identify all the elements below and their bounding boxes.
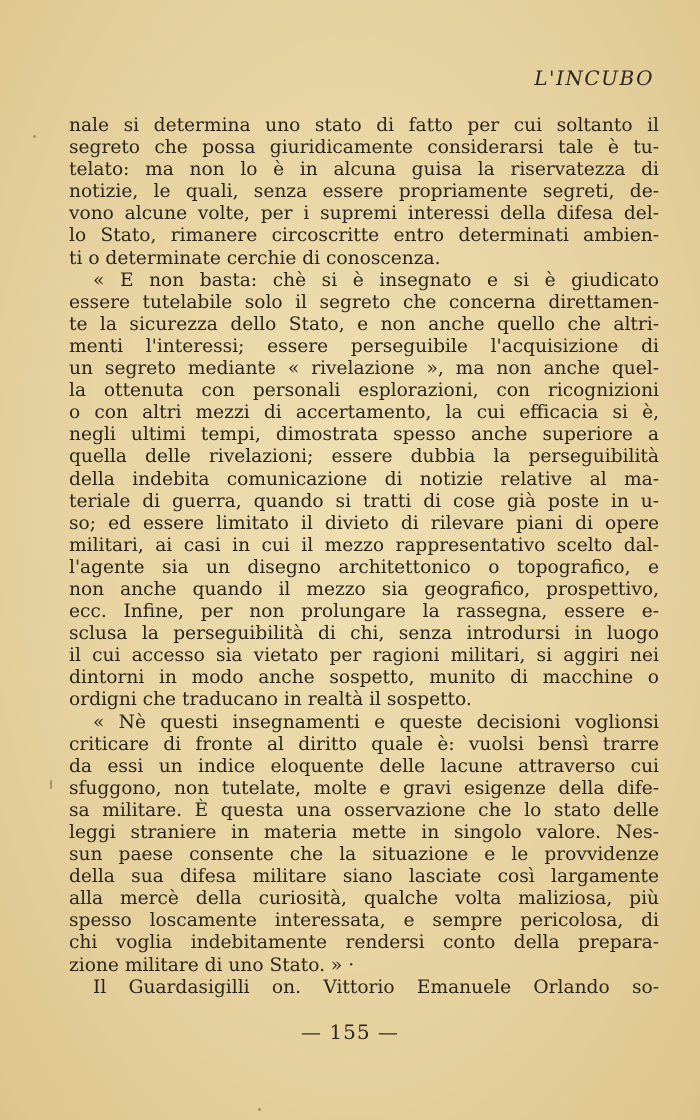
text-line: o con altri mezzi di accertamento, la cui efficacia si è,	[69, 402, 659, 424]
text-line: il cui accesso sia vietato per ragioni militari, si aggiri nei	[69, 645, 659, 667]
text-line: « E non basta: chè si è insegnato e si è giudicato	[93, 269, 659, 291]
text-line: so; ed essere limitato il divieto di rilevare piani di opere	[69, 512, 659, 534]
text-line: sclusa la perseguibilità di chi, senza introdursi in luogo	[69, 623, 659, 645]
text-line: vono alcune volte, per i supremi interessi della difesa del-	[69, 203, 659, 225]
paper-speck	[33, 135, 36, 138]
text-line: zione militare di uno Stato. » ·	[69, 954, 355, 976]
text-line: l'agente sia un disegno architettonico o topografico, e	[69, 556, 659, 578]
text-line: chi voglia indebitamente rendersi conto della prepara-	[69, 932, 659, 954]
text-line: la ottenuta con personali esplorazioni, con ricognizioni	[69, 380, 659, 402]
text-line: nale si determina uno stato di fatto per cui soltanto il	[69, 115, 659, 136]
text-line: sa militare. È questa una osservazione che lo stato delle	[69, 799, 659, 821]
text-line: da essi un indice eloquente delle lacune attraverso cui	[69, 755, 659, 777]
text-line: non anche quando il mezzo sia geografico, prospettivo,	[69, 578, 659, 600]
text-line: della sua difesa militare siano lasciate così largamente	[69, 866, 659, 888]
text-line: militari, ai casi in cui il mezzo rappresentativo scelto dal-	[69, 534, 659, 556]
text-line: Il Guardasigilli on. Vittorio Emanuele Orlando so-	[93, 976, 659, 998]
text-line: alla mercè della curiosità, qualche volta maliziosa, più	[69, 888, 659, 910]
text-line: teriale di guerra, quando si tratti di cose già poste in u-	[69, 490, 659, 512]
text-line: sfuggono, non tutelate, molte e gravi esigenze della dife-	[69, 777, 659, 799]
text-line: ti o determinate cerchie di conoscenza.	[69, 247, 441, 269]
text-line: segreto che possa giuridicamente considerarsi tale è tu-	[69, 137, 659, 159]
text-line: della indebita comunicazione di notizie relative al ma-	[69, 468, 659, 490]
paper-speck	[258, 1108, 261, 1111]
text-line: ordigni che traducano in realtà il sospetto.	[69, 689, 472, 711]
text-line: leggi straniere in materia mette in singolo valore. Nes-	[69, 822, 659, 843]
text-line: « Nè questi insegnamenti e queste decisioni voglionsi	[93, 711, 659, 733]
text-line: telato: ma non lo è in alcuna guisa la riservatezza di	[69, 159, 659, 181]
text-line: quella delle rivelazioni; essere dubbia la perseguibilità	[69, 446, 659, 468]
text-line: dintorni in modo anche sospetto, munito di macchine o	[69, 667, 659, 689]
text-line: negli ultimi tempi, dimostrata spesso anche superiore a	[69, 424, 659, 446]
text-line: menti l'interessi; essere perseguibile l'acquisizione di	[69, 335, 659, 357]
text-line: essere tutelabile solo il segreto che concerna direttamen-	[69, 291, 659, 313]
text-line: ecc. Infine, per non prolungare la rassegna, essere e-	[69, 601, 659, 623]
paper-speck	[50, 780, 52, 789]
running-head-title: L'INCUBO	[534, 66, 654, 90]
page-number: — 155 —	[301, 1020, 399, 1044]
text-line: un segreto mediante « rivelazione », ma non anche quel-	[69, 358, 659, 380]
text-line: notizie, le quali, senza essere propriamente segreti, de-	[69, 181, 659, 203]
text-line: sun paese consente che la situazione e le provvidenze	[69, 844, 659, 866]
text-line: spesso loscamente interessata, e sempre pericolosa, di	[69, 910, 659, 932]
body-text	[69, 115, 659, 999]
text-line: te la sicurezza dello Stato, e non anche quello che altri-	[69, 313, 659, 335]
text-line: lo Stato, rimanere circoscritte entro determinati ambien-	[69, 225, 659, 247]
text-line: criticare di fronte al diritto quale è: vuolsi bensì trarre	[69, 733, 659, 755]
